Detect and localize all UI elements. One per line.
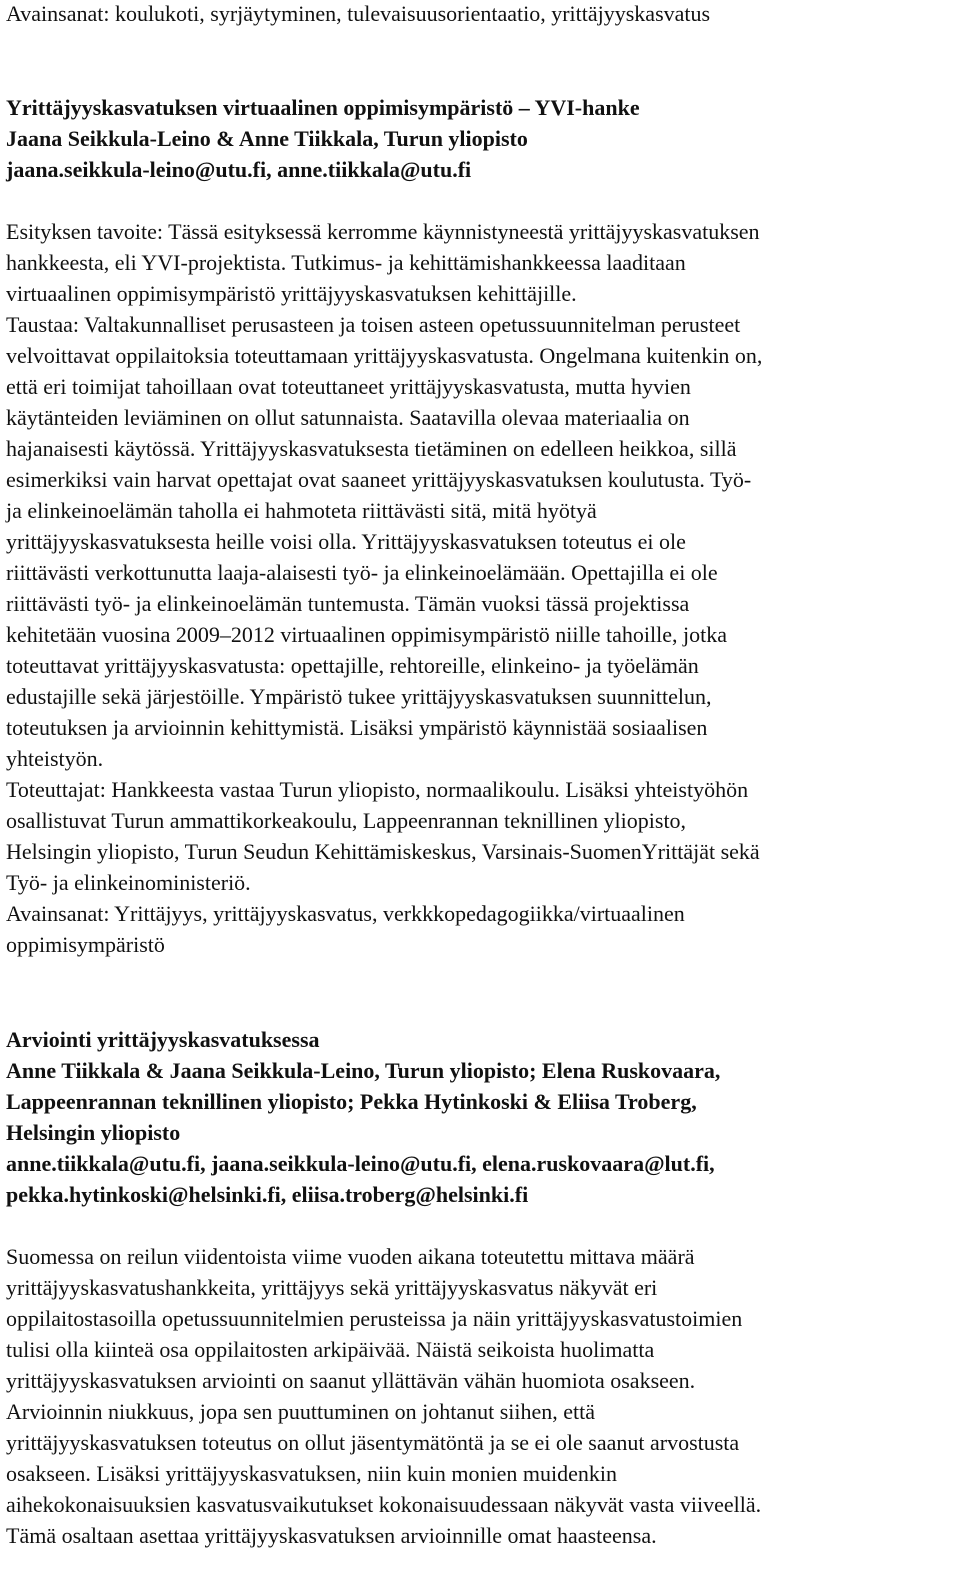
body-text-line: Taustaa: Valtakunnalliset perusasteen ja toisen asteen opetussuunnitelman perusteet: [6, 312, 741, 337]
article-1-title: Yrittäjyyskasvatuksen virtuaalinen oppimisympäristö – YVI-hanke: [6, 95, 640, 120]
body-text-line: yrittäjyyskasvatushankkeita, yrittäjyys sekä yrittäjyyskasvatus näkyvät eri: [6, 1275, 658, 1300]
body-text-line: yrittäjyyskasvatuksesta heille voisi olla. Yrittäjyyskasvatuksen toteutus ei ole: [6, 529, 686, 554]
body-text-line: hajanaisesti käytössä. Yrittäjyyskasvatuksesta tietäminen on edelleen heikkoa, sillä: [6, 436, 737, 461]
article-2-authors: Anne Tiikkala & Jaana Seikkula-Leino, Turun yliopisto; Elena Ruskovaara,: [6, 1058, 721, 1083]
body-text-line: ja elinkeinoelämän taholla ei hahmoteta riittävästi sitä, mitä hyötyä: [6, 498, 597, 523]
body-text-line: Työ- ja elinkeinoministeriö.: [6, 870, 251, 895]
body-text-line: hankkeesta, eli YVI-projektista. Tutkimus- ja kehittämishankkeessa laaditaan: [6, 250, 686, 275]
body-text-line: toteutuksen ja arvioinnin kehittymistä. Lisäksi ympäristö käynnistää sosiaalisen: [6, 715, 708, 740]
body-text-line: Toteuttajat: Hankkeesta vastaa Turun yliopisto, normaalikoulu. Lisäksi yhteistyöhön: [6, 777, 749, 802]
body-text-line: tulisi olla kiinteä osa oppilaitosten arkipäivää. Näistä seikoista huolimatta: [6, 1337, 655, 1362]
body-text-line: yhteistyön.: [6, 746, 104, 771]
body-text-line: esimerkiksi vain harvat opettajat ovat saaneet yrittäjyyskasvatuksen koulutusta. Työ-: [6, 467, 752, 492]
body-text-line: aihekokonaisuuksien kasvatusvaikutukset kokonaisuudessaan näkyvät vasta viiveellä.: [6, 1492, 762, 1517]
body-text-line: osakseen. Lisäksi yrittäjyyskasvatuksen, niin kuin monien muidenkin: [6, 1461, 618, 1486]
body-text-line: Esityksen tavoite: Tässä esityksessä kerromme käynnistyneestä yrittäjyyskasvatuksen: [6, 219, 760, 244]
article-2-emails: anne.tiikkala@utu.fi, jaana.seikkula-leino@utu.fi, elena.ruskovaara@lut.fi,: [6, 1151, 715, 1176]
article-2-title: Arviointi yrittäjyyskasvatuksessa: [6, 1027, 320, 1052]
article-2-authors: Helsingin yliopisto: [6, 1120, 181, 1145]
body-text-line: Suomessa on reilun viidentoista viime vuoden aikana toteutettu mittava määrä: [6, 1244, 695, 1269]
body-text-line: yrittäjyyskasvatuksen toteutus on ollut jäsentymätöntä ja se ei ole saanut arvostusta: [6, 1430, 740, 1455]
keywords-line-2: Avainsanat: Yrittäjyys, yrittäjyyskasvatus, verkkkopedagogiikka/virtuaalinen: [6, 901, 685, 926]
body-text-line: riittävästi työ- ja elinkeinoelämän tuntemusta. Tämän vuoksi tässä projektissa: [6, 591, 690, 616]
body-text-line: oppilaitostasoilla opetussuunnitelmien perusteissa ja näin yrittäjyyskasvatustoimien: [6, 1306, 743, 1331]
body-text-line: kehitetään vuosina 2009–2012 virtuaalinen oppimisympäristö niille tahoille, jotka: [6, 622, 727, 647]
keywords-line-2-cont: oppimisympäristö: [6, 932, 165, 957]
keywords-line-1: Avainsanat: koulukoti, syrjäytyminen, tulevaisuusorientaatio, yrittäjyyskasvatus: [6, 1, 711, 26]
article-2-emails: pekka.hytinkoski@helsinki.fi, eliisa.troberg@helsinki.fi: [6, 1182, 529, 1207]
body-text-line: Helsingin yliopisto, Turun Seudun Kehittämiskeskus, Varsinais-SuomenYrittäjät sekä: [6, 839, 760, 864]
article-1-authors: Jaana Seikkula-Leino & Anne Tiikkala, Turun yliopisto: [6, 126, 528, 151]
body-text-line: yrittäjyyskasvatuksen arviointi on saanut yllättävän vähän huomiota osakseen.: [6, 1368, 696, 1393]
body-text-line: toteuttavat yrittäjyyskasvatusta: opettajille, rehtoreille, elinkeino- ja työelämän: [6, 653, 699, 678]
body-text-line: käytänteiden leviäminen on ollut satunnaista. Saatavilla olevaa materiaalia on: [6, 405, 690, 430]
body-text-line: osallistuvat Turun ammattikorkeakoulu, Lappeenrannan teknillinen yliopisto,: [6, 808, 687, 833]
body-text-line: että eri toimijat tahoillaan ovat toteuttaneet yrittäjyyskasvatusta, mutta hyvien: [6, 374, 691, 399]
article-2-authors: Lappeenrannan teknillinen yliopisto; Pekka Hytinkoski & Eliisa Troberg,: [6, 1089, 697, 1114]
body-text-line: virtuaalinen oppimisympäristö yrittäjyyskasvatuksen kehittäjille.: [6, 281, 577, 306]
article-1-emails: jaana.seikkula-leino@utu.fi, anne.tiikkala@utu.fi: [6, 157, 472, 182]
body-text-line: edustajille sekä järjestöille. Ympäristö tukee yrittäjyyskasvatuksen suunnittelun,: [6, 684, 712, 709]
body-text-line: Tämä osaltaan asettaa yrittäjyyskasvatuksen arvioinnille omat haasteensa.: [6, 1523, 657, 1548]
body-text-line: riittävästi verkottunutta laaja-alaisesti työ- ja elinkeinoelämään. Opettajilla ei ole: [6, 560, 718, 585]
body-text-line: velvoittavat oppilaitoksia toteuttamaan yrittäjyyskasvatusta. Ongelmana kuitenkin on,: [6, 343, 763, 368]
body-text-line: Arvioinnin niukkuus, jopa sen puuttuminen on johtanut siihen, että: [6, 1399, 596, 1424]
